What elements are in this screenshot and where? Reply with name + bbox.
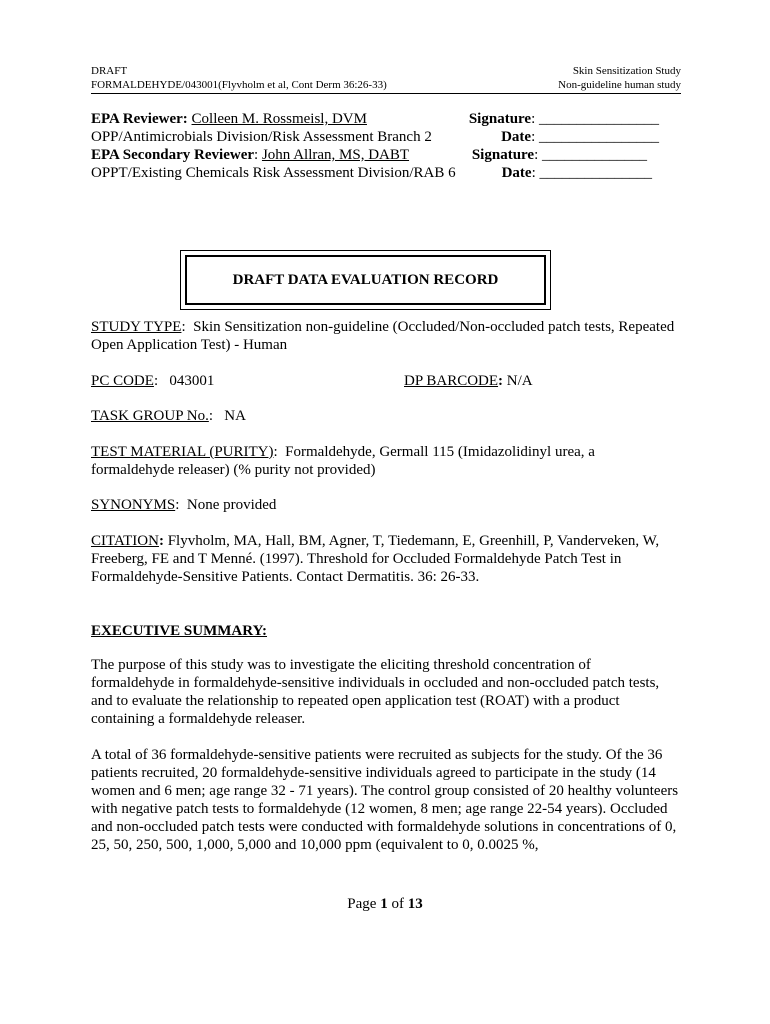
- pc-code-label: PC CODE: [91, 373, 154, 389]
- dp-barcode-value: N/A: [506, 373, 533, 389]
- signature-line-2: ______________: [542, 147, 647, 163]
- executive-summary-title: EXECUTIVE SUMMARY:: [91, 623, 268, 639]
- reviewer-division: OPP/Antimicrobials Division/Risk Assessment Branch 2: [91, 129, 432, 145]
- signature-line: ________________: [539, 111, 659, 127]
- date-label-2: Date: [501, 165, 532, 181]
- date-line-2: _______________: [539, 165, 652, 181]
- header-study-type: Skin Sensitization Study: [572, 65, 681, 77]
- dp-barcode-label: DP BARCODE: [404, 373, 499, 389]
- reviewer-label: EPA Reviewer:: [91, 111, 188, 127]
- citation-field: CITATION: Flyvholm, MA, Hall, BM, Agner, T, Tiedemann, E, Greenhill, P, Vanderveken, W, Freeberg, FE and T Menné. (1997). Threshold for Occluded Formaldehyde Patch Test in Formaldehyde-Sensitive Patients. Contact Dermatitis. 36: 26-33.: [91, 533, 660, 585]
- test-material-label: TEST MATERIAL (PURITY): [91, 444, 274, 460]
- summary-paragraph-1: The purpose of this study was to investigate the eliciting threshold concentration of formaldehyde in formaldehyde-sensitive individuals in occluded and non-occluded patch tests, and to evaluate the relationship to repeated open application test (ROAT) with a product containing a formaldehyde releaser.: [91, 657, 660, 727]
- page-word: Page: [347, 896, 377, 912]
- header-rule: [91, 93, 681, 94]
- date-line: ________________: [539, 129, 659, 145]
- header-study-kind: Non-guideline human study: [558, 79, 681, 91]
- secondary-reviewer-name: John Allran, MS, DABT: [261, 147, 410, 163]
- signature-label-2: Signature: [471, 147, 535, 163]
- synonyms-field: SYNONYMS: None provided: [91, 497, 277, 513]
- page-number: 1: [380, 896, 388, 912]
- study-type-value: Skin Sensitization non-guideline (Occluded/Non-occluded patch tests, Repeated Open Application Test) - Human: [91, 319, 675, 353]
- date-label: Date: [501, 129, 532, 145]
- synonyms-value: None provided: [186, 497, 277, 513]
- task-group-value: NA: [224, 408, 246, 424]
- reviewer-name: Colleen M. Rossmeisl, DVM: [191, 111, 367, 127]
- document-title: DRAFT DATA EVALUATION RECORD: [185, 255, 546, 305]
- task-group-label: TASK GROUP No.: [91, 408, 209, 424]
- study-type-field: STUDY TYPE: Skin Sensitization non-guideline (Occluded/Non-occluded patch tests, Repeated Open Application Test) - Human: [91, 319, 675, 353]
- test-material-field: TEST MATERIAL (PURITY): Formaldehyde, Germall 115 (Imidazolidinyl urea, a formaldehyde releaser) (% purity not provided): [91, 444, 595, 478]
- citation-text: Flyvholm, MA, Hall, BM, Agner, T, Tiedemann, E, Greenhill, P, Vanderveken, W, Freeberg, FE and T Menné. (1997). Threshold for Occluded Formaldehyde Patch Test in Formaldehyde-Sensitive Patients. Contact Dermatitis. 36: 26-33.: [91, 533, 660, 585]
- header-reference: FORMALDEHYDE/043001(Flyvholm et al, Cont Derm 36:26-33): [91, 79, 387, 91]
- citation-label: CITATION: [91, 533, 159, 549]
- title-box: [180, 250, 551, 310]
- of-word: of: [391, 896, 404, 912]
- page-footer: [0, 896, 770, 913]
- task-group-field: TASK GROUP No.: NA: [91, 408, 246, 424]
- synonyms-label: SYNONYMS: [91, 497, 176, 513]
- pc-code-value: 043001: [169, 373, 215, 389]
- page-total: 13: [407, 896, 423, 912]
- test-material-value: Formaldehyde, Germall 115 (Imidazolidinyl urea, a formaldehyde releaser) (% purity not provided): [91, 444, 595, 478]
- summary-paragraph-2: A total of 36 formaldehyde-sensitive patients were recruited as subjects for the study. Of the 36 patients recruited, 20 formaldehyde-sensitive individuals agreed to participate in the study (14 women and 6 men; age range 32 - 71 years). The control group consisted of 20 healthy volunteers with negative patch tests to formaldehyde (12 women, 8 men; age range 22-54 years). Occluded and non-occluded patch tests were conducted with formaldehyde solutions in concentrations of 0, 25, 50, 250, 500, 1,000, 5,000 and 10,000 ppm (equivalent to 0, 0.0025 %,: [91, 747, 679, 853]
- page-header: [91, 64, 681, 92]
- executive-summary-heading: [91, 622, 691, 640]
- header-draft: DRAFT: [91, 65, 128, 77]
- reviewer-block: EPA Reviewer: Colleen M. Rossmeisl, DVM Signature: ________________ OPP/Antimicrobials Division/Risk Assessment Branch 2 Date: ________________ EPA Secondary Reviewer: John Allran, MS, DABT Signature: ______________ OPPT/Existing Chemicals Risk Assessment Division/RAB 6 Date: _______________: [91, 111, 659, 181]
- study-type-label: STUDY TYPE: [91, 319, 182, 335]
- secondary-reviewer-label: EPA Secondary Reviewer: [91, 147, 255, 163]
- secondary-reviewer-division: OPPT/Existing Chemicals Risk Assessment Division/RAB 6: [91, 165, 456, 181]
- signature-label: Signature: [468, 111, 532, 127]
